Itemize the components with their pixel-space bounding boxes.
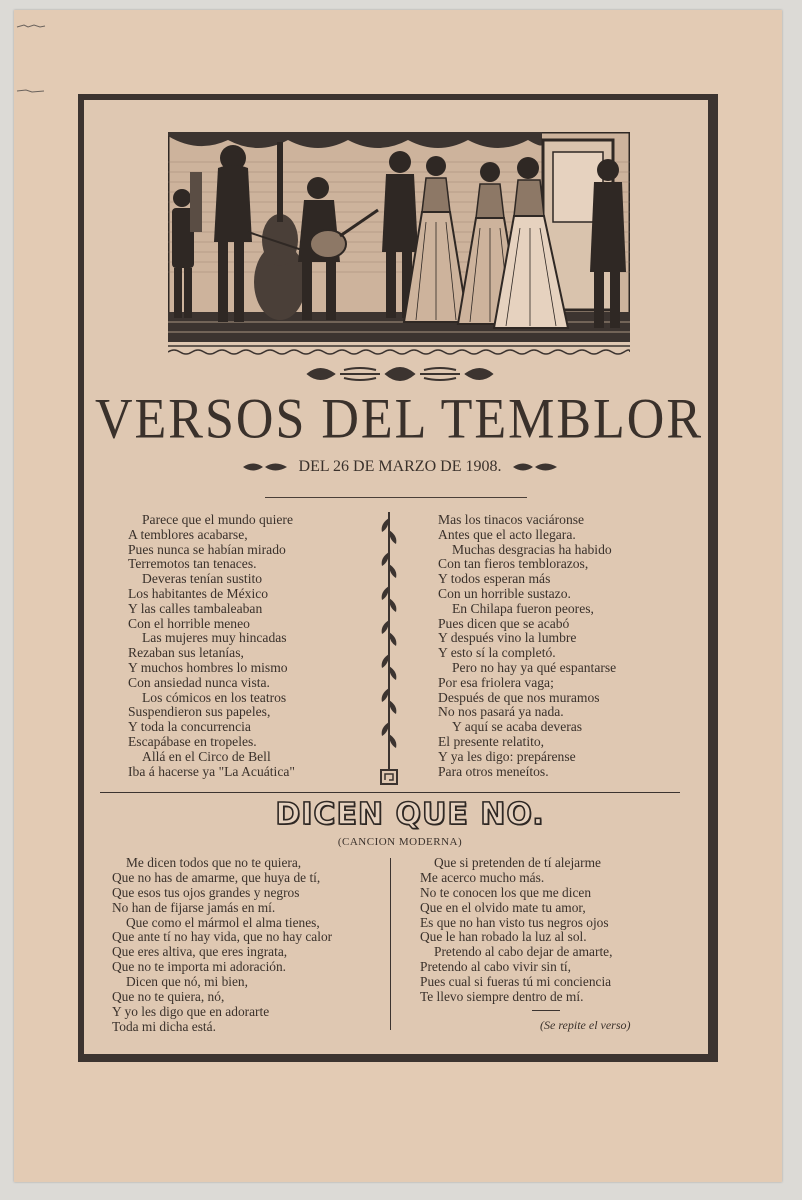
song-line: Te llevo siempre dentro de mí.: [420, 989, 584, 1005]
woodcut-illustration-icon: [168, 132, 630, 342]
poem-line: En Chilapa fueron peores,: [452, 600, 594, 616]
poem-line: Con ansiedad nunca vista.: [128, 674, 270, 690]
poem-line: Y las calles tambaleaban: [128, 600, 263, 616]
poem-line: Iba á hacerse ya "La Acuática": [128, 763, 295, 779]
section-rule: [265, 497, 527, 498]
poem-line: Deveras tenían sustito: [142, 571, 263, 587]
section-divider: [100, 792, 680, 793]
song-column-right: [420, 856, 680, 1005]
song-subtitle: (CANCION MODERNA): [337, 836, 463, 848]
song-line: Toda mi dicha está.: [112, 1018, 216, 1034]
song-line: Que le han robado la luz al sol.: [420, 929, 587, 945]
poem-line: Y esto sí la completó.: [438, 645, 556, 661]
poem-line: Pues nunca se habían mirado: [128, 541, 286, 557]
poem-line: Y toda la concurrencia: [128, 719, 251, 735]
poem-line: Terremotos tan tenaces.: [128, 556, 257, 572]
poem-line: Rezaban sus letanías,: [128, 645, 244, 661]
broadside-subtitle-row: [230, 458, 570, 482]
song-line: Que no has de amarme, que huya de tí,: [112, 869, 321, 885]
song-line: Pretendo al cabo vivir sin tí,: [420, 959, 571, 975]
repeat-note: (Se repite el verso): [540, 1018, 631, 1032]
poem-line: Con tan fieros temblorazos,: [438, 556, 589, 572]
song-line: Me acerco mucho más.: [420, 869, 545, 885]
poem-line: Y después vino la lumbre: [438, 630, 577, 646]
fleuron-right-icon: [511, 460, 559, 474]
poem-line: Mas los tinacos vaciáronse: [438, 512, 585, 527]
song-line: Y yo les digo que en adorarte: [112, 1003, 270, 1019]
poem-line: No nos pasará ya nada.: [438, 704, 564, 720]
song-line: Es que no han visto tus negros ojos: [420, 914, 609, 930]
song-line: Que como el mármol el alma tienes,: [126, 914, 320, 930]
poem-line: Suspendieron sus papeles,: [128, 704, 271, 720]
poem-line: Antes que el acto llegara.: [438, 526, 576, 542]
fleuron-ornament-icon: [300, 364, 500, 384]
song-line: Que si pretenden de tí alejarme: [434, 855, 601, 870]
song-line: Que no te importa mi adoración.: [112, 959, 287, 975]
poem-line: Los cómicos en los teatros: [142, 689, 287, 705]
poem-line: Para otros meneítos.: [438, 763, 549, 779]
poem-line: Las mujeres muy hincadas: [142, 630, 287, 646]
song-line: Pretendo al cabo dejar de amarte,: [434, 944, 613, 960]
poem-line: Y todos esperan más: [438, 571, 551, 587]
song-column-left: [112, 856, 382, 1035]
song-line: Dicen que nó, mi bien,: [126, 974, 248, 990]
poem-line: Parece que el mundo quiere: [142, 512, 293, 527]
wave-rule-icon: [168, 344, 630, 356]
broadside-subtitle: DEL 26 DE MARZO DE 1908.: [298, 458, 502, 476]
poem-line: Después de que nos muramos: [438, 689, 600, 705]
song-line: Que esos tus ojos grandes y negros: [112, 884, 300, 900]
song-title: DICEN QUE NO.: [275, 797, 545, 832]
song-line: Que en el olvido mate tu amor,: [420, 899, 586, 915]
song-line: Que ante tí no hay vida, que no hay calor: [112, 929, 333, 945]
end-dash: [532, 1010, 560, 1011]
poem-line: El presente relatito,: [438, 733, 545, 749]
poem-line: Pero no hay ya qué espantarse: [452, 659, 617, 675]
fleuron-left-icon: [241, 460, 289, 474]
poem-line: Con un horrible sustazo.: [438, 585, 571, 601]
poem-line: Pues dicen que se acabó: [438, 615, 570, 631]
floral-vine-ornament-icon: [378, 512, 400, 786]
song-line: Me dicen todos que no te quiera,: [126, 855, 302, 870]
poem-line: Con el horrible meneo: [128, 615, 250, 631]
pencil-mark-icon: [16, 22, 46, 30]
song-line: No han de fijarse jamás en mí.: [112, 899, 276, 915]
song-line: Pues cual si fueras tú mi conciencia: [420, 974, 612, 990]
broadside-title: VERSOS DEL TEMBLOR: [94, 388, 704, 451]
poem-line: Muchas desgracias ha habido: [452, 541, 612, 557]
pencil-mark-icon: [16, 88, 46, 94]
poem-line: Escapábase en tropeles.: [128, 733, 257, 749]
poem-line: Y ya les digo: prepárense: [438, 748, 576, 764]
poem-line: Por esa friolera vaga;: [438, 674, 554, 690]
column-divider: [390, 858, 391, 1030]
poem-column-right: [438, 513, 678, 779]
poem-line: Y aquí se acaba deveras: [452, 719, 583, 735]
poem-line: Y muchos hombres lo mismo: [128, 659, 288, 675]
song-line: No te conocen los que me dicen: [420, 884, 592, 900]
poem-line: Los habitantes de México: [128, 585, 269, 601]
poem-line: Allá en el Circo de Bell: [142, 748, 271, 764]
song-line: Que no te quiera, nó,: [112, 989, 225, 1005]
song-line: Que eres altiva, que eres ingrata,: [112, 944, 288, 960]
poem-column-left: [128, 513, 378, 779]
poem-line: A temblores acabarse,: [128, 526, 248, 542]
